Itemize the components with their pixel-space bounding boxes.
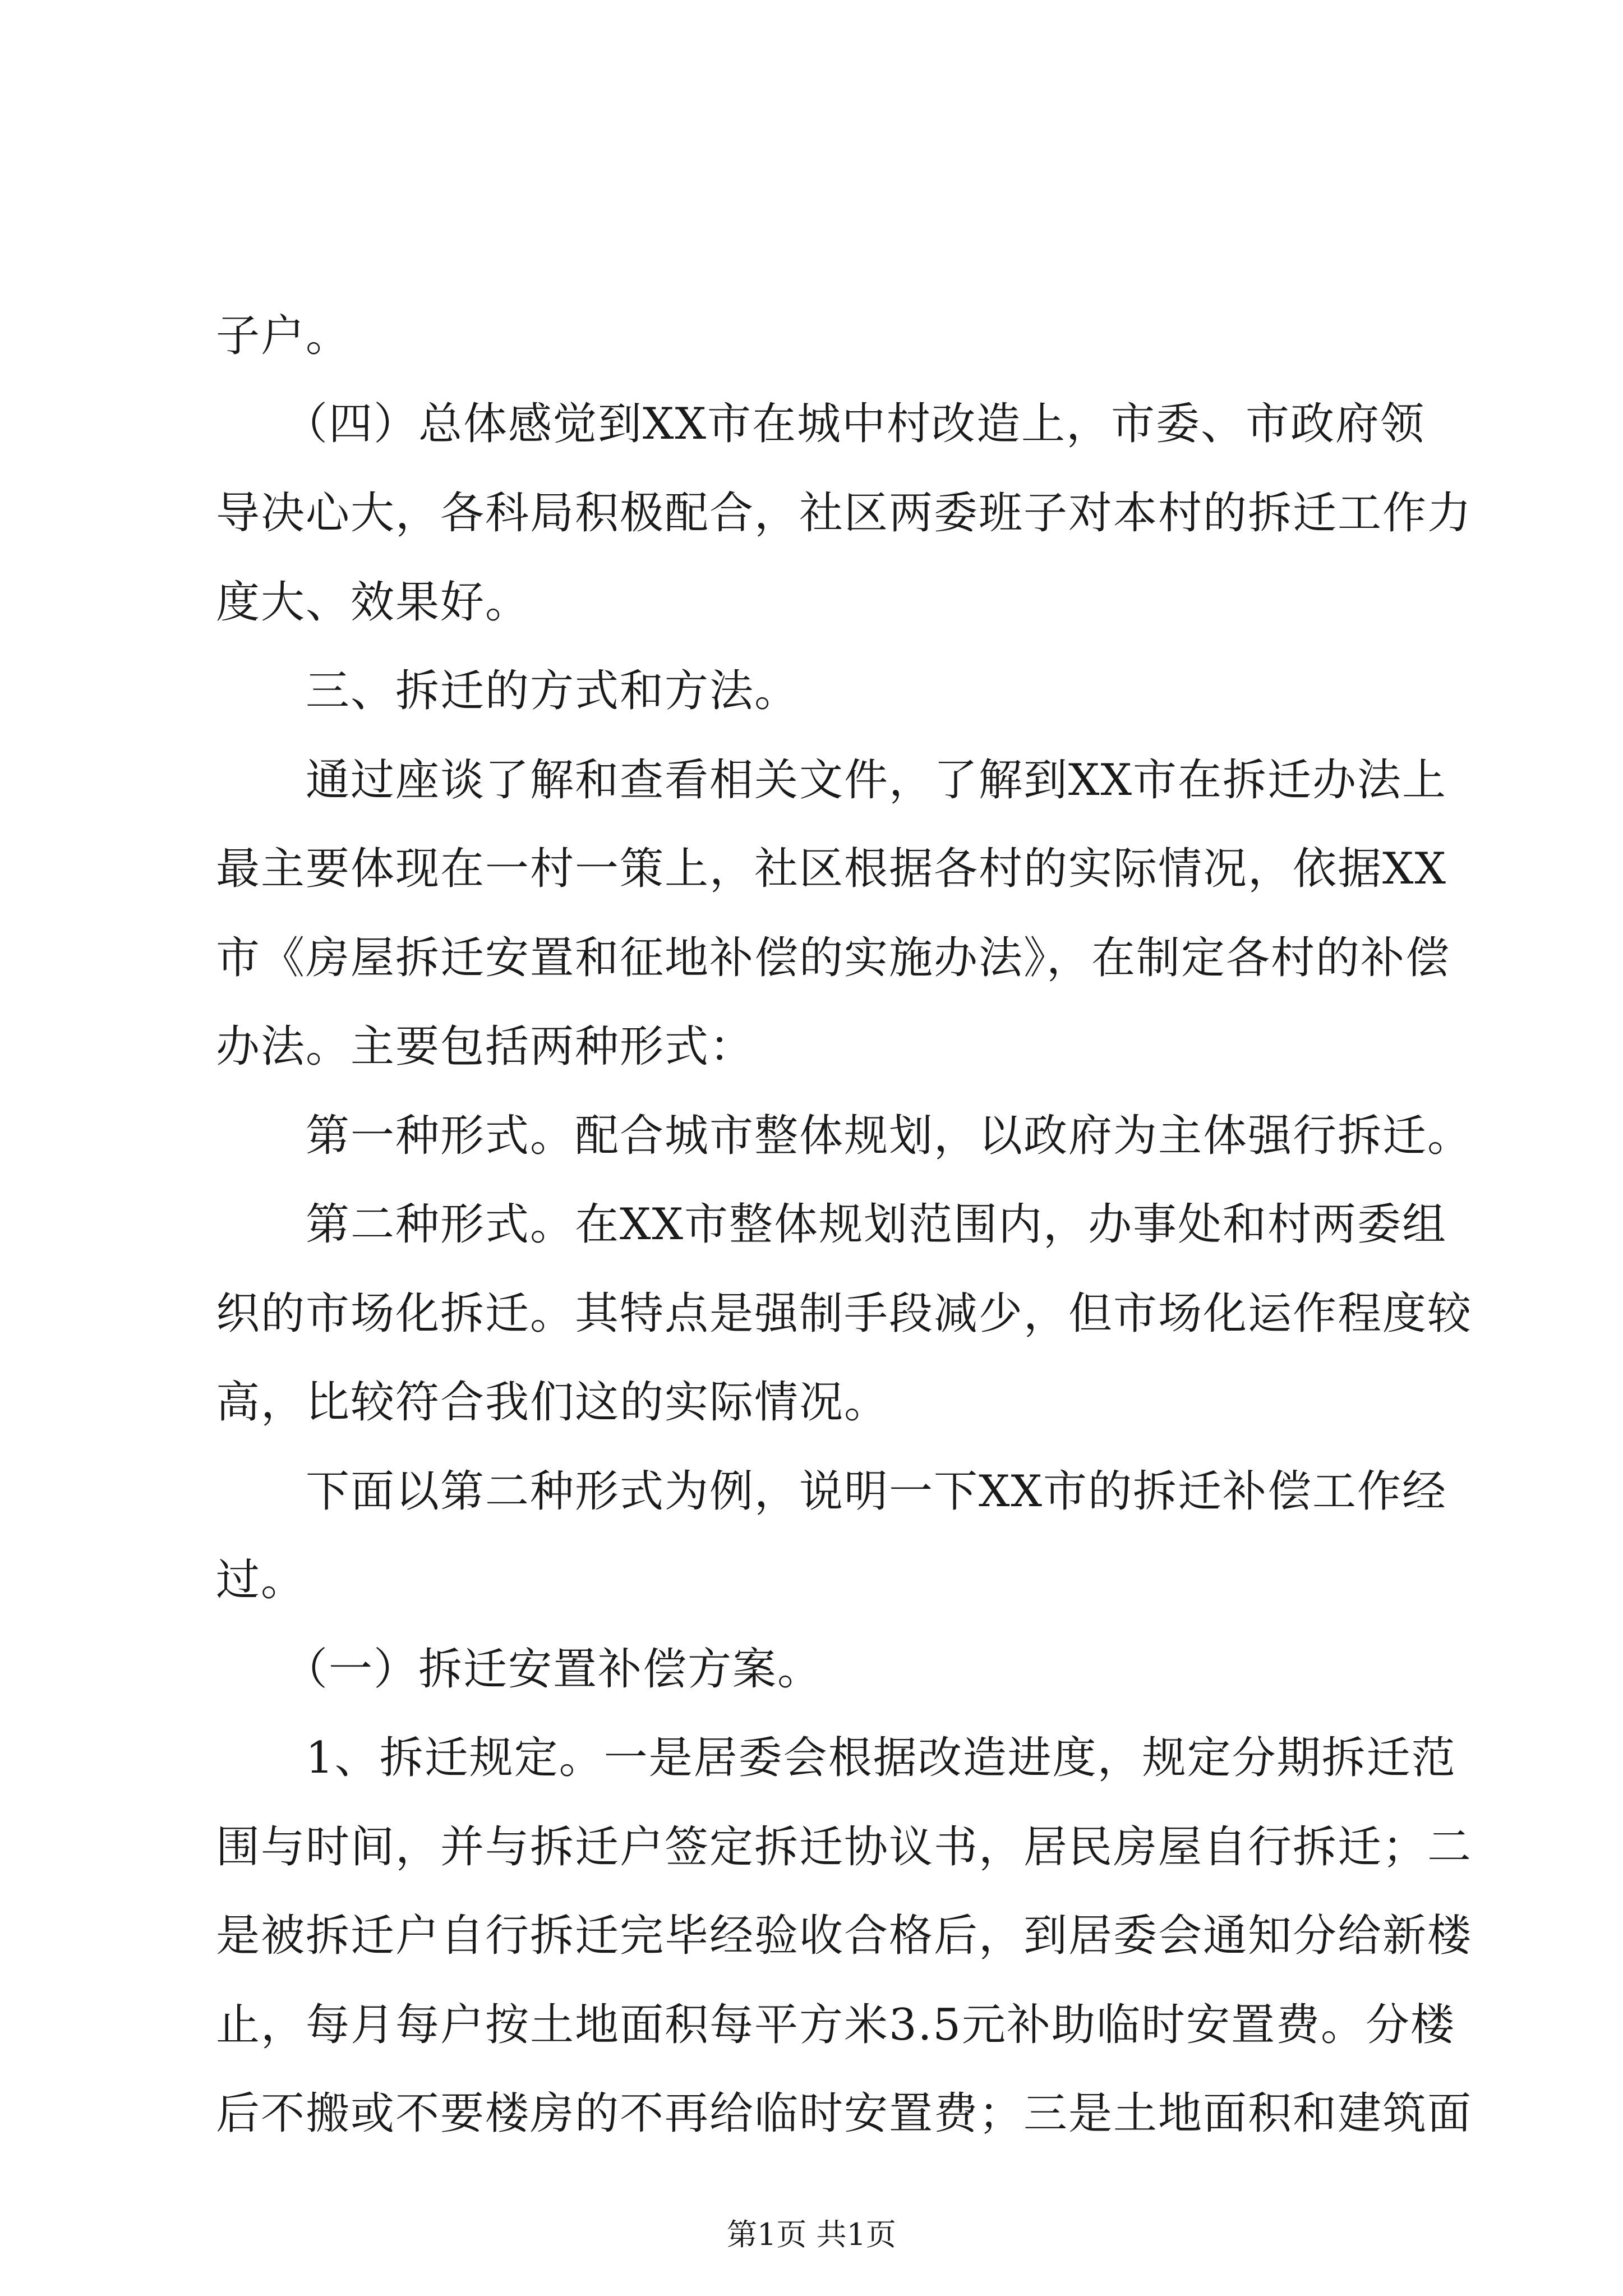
text-line: 过。: [216, 1555, 306, 1605]
text-line: 导决心大，各科局积极配合，社区两委班子对本村的拆迁工作力: [216, 488, 1473, 539]
text-line: 通过座谈了解和查看相关文件，了解到XX市在拆迁办法上: [216, 755, 1447, 806]
text-line: 织的市场化拆迁。其特点是强制手段减少，但市场化运作程度较: [216, 1289, 1473, 1339]
text-line: 是被拆迁户自行拆迁完毕经验收合格后，到居委会通知分给新楼: [216, 1911, 1473, 1961]
section-heading: 三、拆迁的方式和方法。: [216, 666, 800, 716]
text-line: 高，比较符合我们这的实际情况。: [216, 1377, 889, 1428]
text-line: 围与时间，并与拆迁户签定拆迁协议书，居民房屋自行拆迁；二: [216, 1822, 1473, 1872]
text-line: 办法。主要包括两种形式：: [216, 1022, 755, 1072]
page-footer: 第1页 共1页: [727, 2217, 896, 2252]
text-line: 最主要体现在一村一策上，社区根据各村的实际情况，依据XX: [216, 844, 1447, 894]
text-line: 止，每月每户按土地面积每平方米3.5元补助临时安置费。分楼: [216, 2000, 1456, 2050]
text-line: 第一种形式。配合城市整体规划，以政府为主体强行拆迁。: [216, 1111, 1473, 1161]
text-line: 度大、效果好。: [216, 577, 531, 628]
text-line: 下面以第二种形式为例，说明一下XX市的拆迁补偿工作经: [216, 1466, 1447, 1517]
text-line: 市《房屋拆迁安置和征地补偿的实施办法》，在制定各村的补偿: [216, 933, 1451, 983]
text-line: 子户。: [216, 311, 351, 361]
text-line: （四）总体感觉到XX市在城中村改造上，市委、市政府领: [216, 399, 1426, 449]
text-line: 第二种形式。在XX市整体规划范围内，办事处和村两委组: [216, 1199, 1447, 1250]
subsection-heading: （一）拆迁安置补偿方案。: [216, 1644, 823, 1695]
text-line: 1、拆迁规定。一是居委会根据改造进度，规定分期拆迁范: [216, 1733, 1456, 1783]
text-line: 后不搬或不要楼房的不再给临时安置费；三是土地面积和建筑面: [216, 2088, 1473, 2139]
